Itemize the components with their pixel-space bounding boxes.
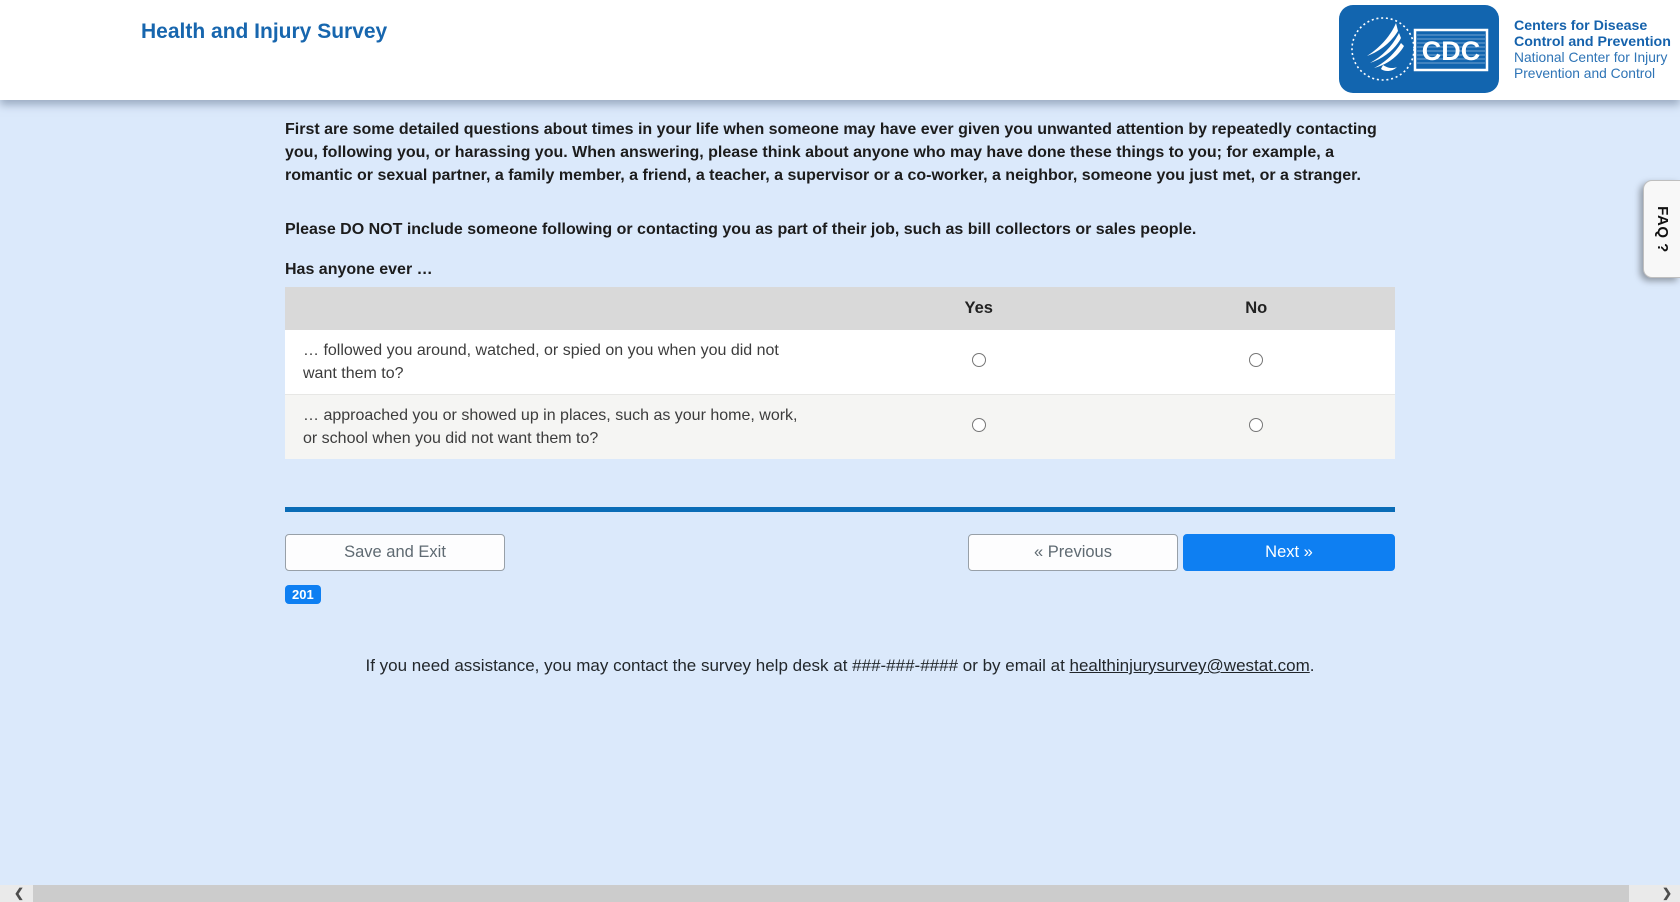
radio-no-question-1[interactable] [1249, 353, 1263, 367]
radio-yes-question-1[interactable] [972, 353, 986, 367]
org-subname-line: National Center for Injury [1514, 50, 1668, 65]
question-text: … followed you around, watched, or spied on you when you did not want them to? [285, 330, 840, 395]
table-header-row [285, 287, 1395, 330]
scroll-right-icon[interactable]: ❯ [1661, 886, 1672, 900]
help-text [285, 656, 1395, 676]
question-text: … approached you or showed up in places, such as your home, work, or school when you did not want them to? [285, 395, 840, 460]
question-mark-icon: ? [1653, 242, 1671, 253]
yes-column-header: Yes [840, 287, 1118, 330]
page-title: Health and Injury Survey [141, 20, 388, 43]
svg-text:CDC: CDC [1421, 36, 1481, 66]
radio-yes-question-2[interactable] [972, 418, 986, 432]
header-bar [0, 0, 1680, 100]
question-column-header [285, 287, 840, 330]
faq-label-text: FAQ [1653, 205, 1671, 238]
intro-paragraph-1: First are some detailed questions about times in your life when someone may have ever given you unwanted attention by repeatedly contacting you, following you, or harassing you. When answering, please think about anyone who may have done these things to you; for example, a romantic or sexual partner, a family member, a friend, a teacher, a supervisor or a co-worker, a neighbor, someone you just met, or a stranger. [285, 121, 1377, 184]
horizontal-scrollbar[interactable] [0, 885, 1680, 902]
help-email-link[interactable]: healthinjurysurvey@westat.com [1069, 656, 1310, 675]
org-name-line: Centers for Disease [1514, 18, 1648, 34]
save-and-exit-button[interactable]: Save and Exit [285, 534, 505, 571]
help-text-prefix: If you need assistance, you may contact the survey help desk at ###-###-#### or by email at [365, 656, 1070, 675]
cdc-logo-block [1339, 5, 1674, 93]
question-table [285, 287, 1395, 459]
help-text-suffix: . [1309, 656, 1315, 675]
org-name-line: Control and Prevention [1514, 33, 1671, 50]
intro-paragraph-2: Please DO NOT include someone following or contacting you as part of their job, such as bill collectors or sales people. [285, 221, 1197, 238]
table-row [285, 395, 1395, 460]
next-button[interactable]: Next » [1183, 534, 1395, 571]
scrollbar-thumb[interactable] [33, 885, 1629, 902]
faq-tab-label [1654, 206, 1671, 253]
org-subname-line: Prevention and Control [1514, 65, 1656, 81]
section-divider [285, 507, 1395, 512]
cdc-org-name [1514, 17, 1674, 81]
table-row [285, 330, 1395, 395]
cdc-hhs-logo-icon [1339, 5, 1499, 93]
scroll-left-icon[interactable]: ❮ [14, 886, 25, 900]
no-column-header: No [1118, 287, 1396, 330]
faq-tab[interactable] [1643, 180, 1680, 278]
survey-content [285, 100, 1395, 693]
radio-no-question-2[interactable] [1249, 418, 1263, 432]
previous-button[interactable]: « Previous [968, 534, 1178, 571]
question-lead: Has anyone ever … [285, 261, 433, 278]
page-number-badge: 201 [285, 585, 321, 604]
navigation-buttons [285, 534, 1395, 571]
